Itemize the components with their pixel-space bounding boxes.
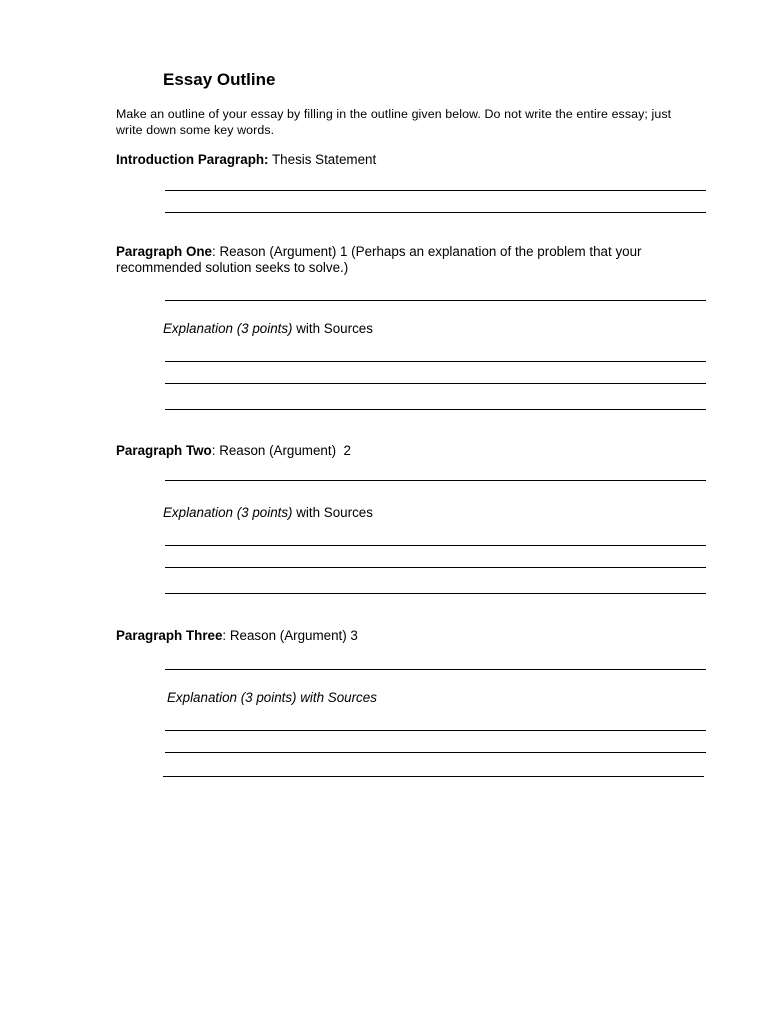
intro-text: Thesis Statement: [268, 152, 377, 167]
paragraph-three-explanation-italic: Explanation (3 points) with Sources: [167, 690, 377, 705]
page-title: Essay Outline: [163, 70, 276, 89]
paragraph-one-explanation-rest: with Sources: [292, 321, 373, 336]
paragraph-two-answer-line[interactable]: [165, 480, 706, 481]
paragraph-two-explanation-italic: Explanation (3 points): [163, 505, 293, 520]
paragraph-two-label: Paragraph Two: [116, 443, 212, 458]
paragraph-three-answer-line[interactable]: [165, 669, 706, 670]
intro-answer-line-1[interactable]: [165, 190, 706, 191]
paragraph-two-explanation-rest: with Sources: [292, 505, 373, 520]
paragraph-one-explanation-heading: [163, 321, 373, 336]
paragraph-two-explanation-line-2[interactable]: [165, 567, 706, 568]
instructions-text: Make an outline of your essay by filling in the outline given below. Do not write the entire essay; just write down some key words.: [116, 107, 672, 137]
paragraph-three-label: Paragraph Three: [116, 628, 223, 643]
intro-heading: [116, 152, 676, 168]
paragraph-one-explanation-line-2[interactable]: [165, 383, 706, 384]
paragraph-three-heading: [116, 628, 676, 644]
paragraph-one-text: : Reason (Argument) 1 (Perhaps an explanation of the problem that your recommended solution seeks to solve.): [116, 244, 642, 275]
paragraph-one-explanation-italic: Explanation (3 points): [163, 321, 293, 336]
paragraph-three-explanation-line-2[interactable]: [165, 752, 706, 753]
intro-answer-line-2[interactable]: [165, 212, 706, 213]
paragraph-three-explanation-heading: [167, 690, 377, 705]
paragraph-one-heading: [116, 244, 676, 276]
paragraph-two-explanation-line-3[interactable]: [165, 593, 706, 594]
paragraph-two-heading: [116, 443, 676, 459]
paragraph-two-explanation-heading: [163, 505, 373, 520]
paragraph-two-explanation-line-1[interactable]: [165, 545, 706, 546]
paragraph-one-label: Paragraph One: [116, 244, 212, 259]
paragraph-two-text: : Reason (Argument) 2: [211, 443, 351, 458]
paragraph-one-answer-line[interactable]: [165, 300, 706, 301]
paragraph-three-explanation-line-3[interactable]: [163, 776, 704, 777]
paragraph-one-explanation-line-1[interactable]: [165, 361, 706, 362]
intro-label: Introduction Paragraph:: [116, 152, 269, 167]
paragraph-three-explanation-line-1[interactable]: [165, 730, 706, 731]
paragraph-one-explanation-line-3[interactable]: [165, 409, 706, 410]
paragraph-three-text: : Reason (Argument) 3: [222, 628, 358, 643]
